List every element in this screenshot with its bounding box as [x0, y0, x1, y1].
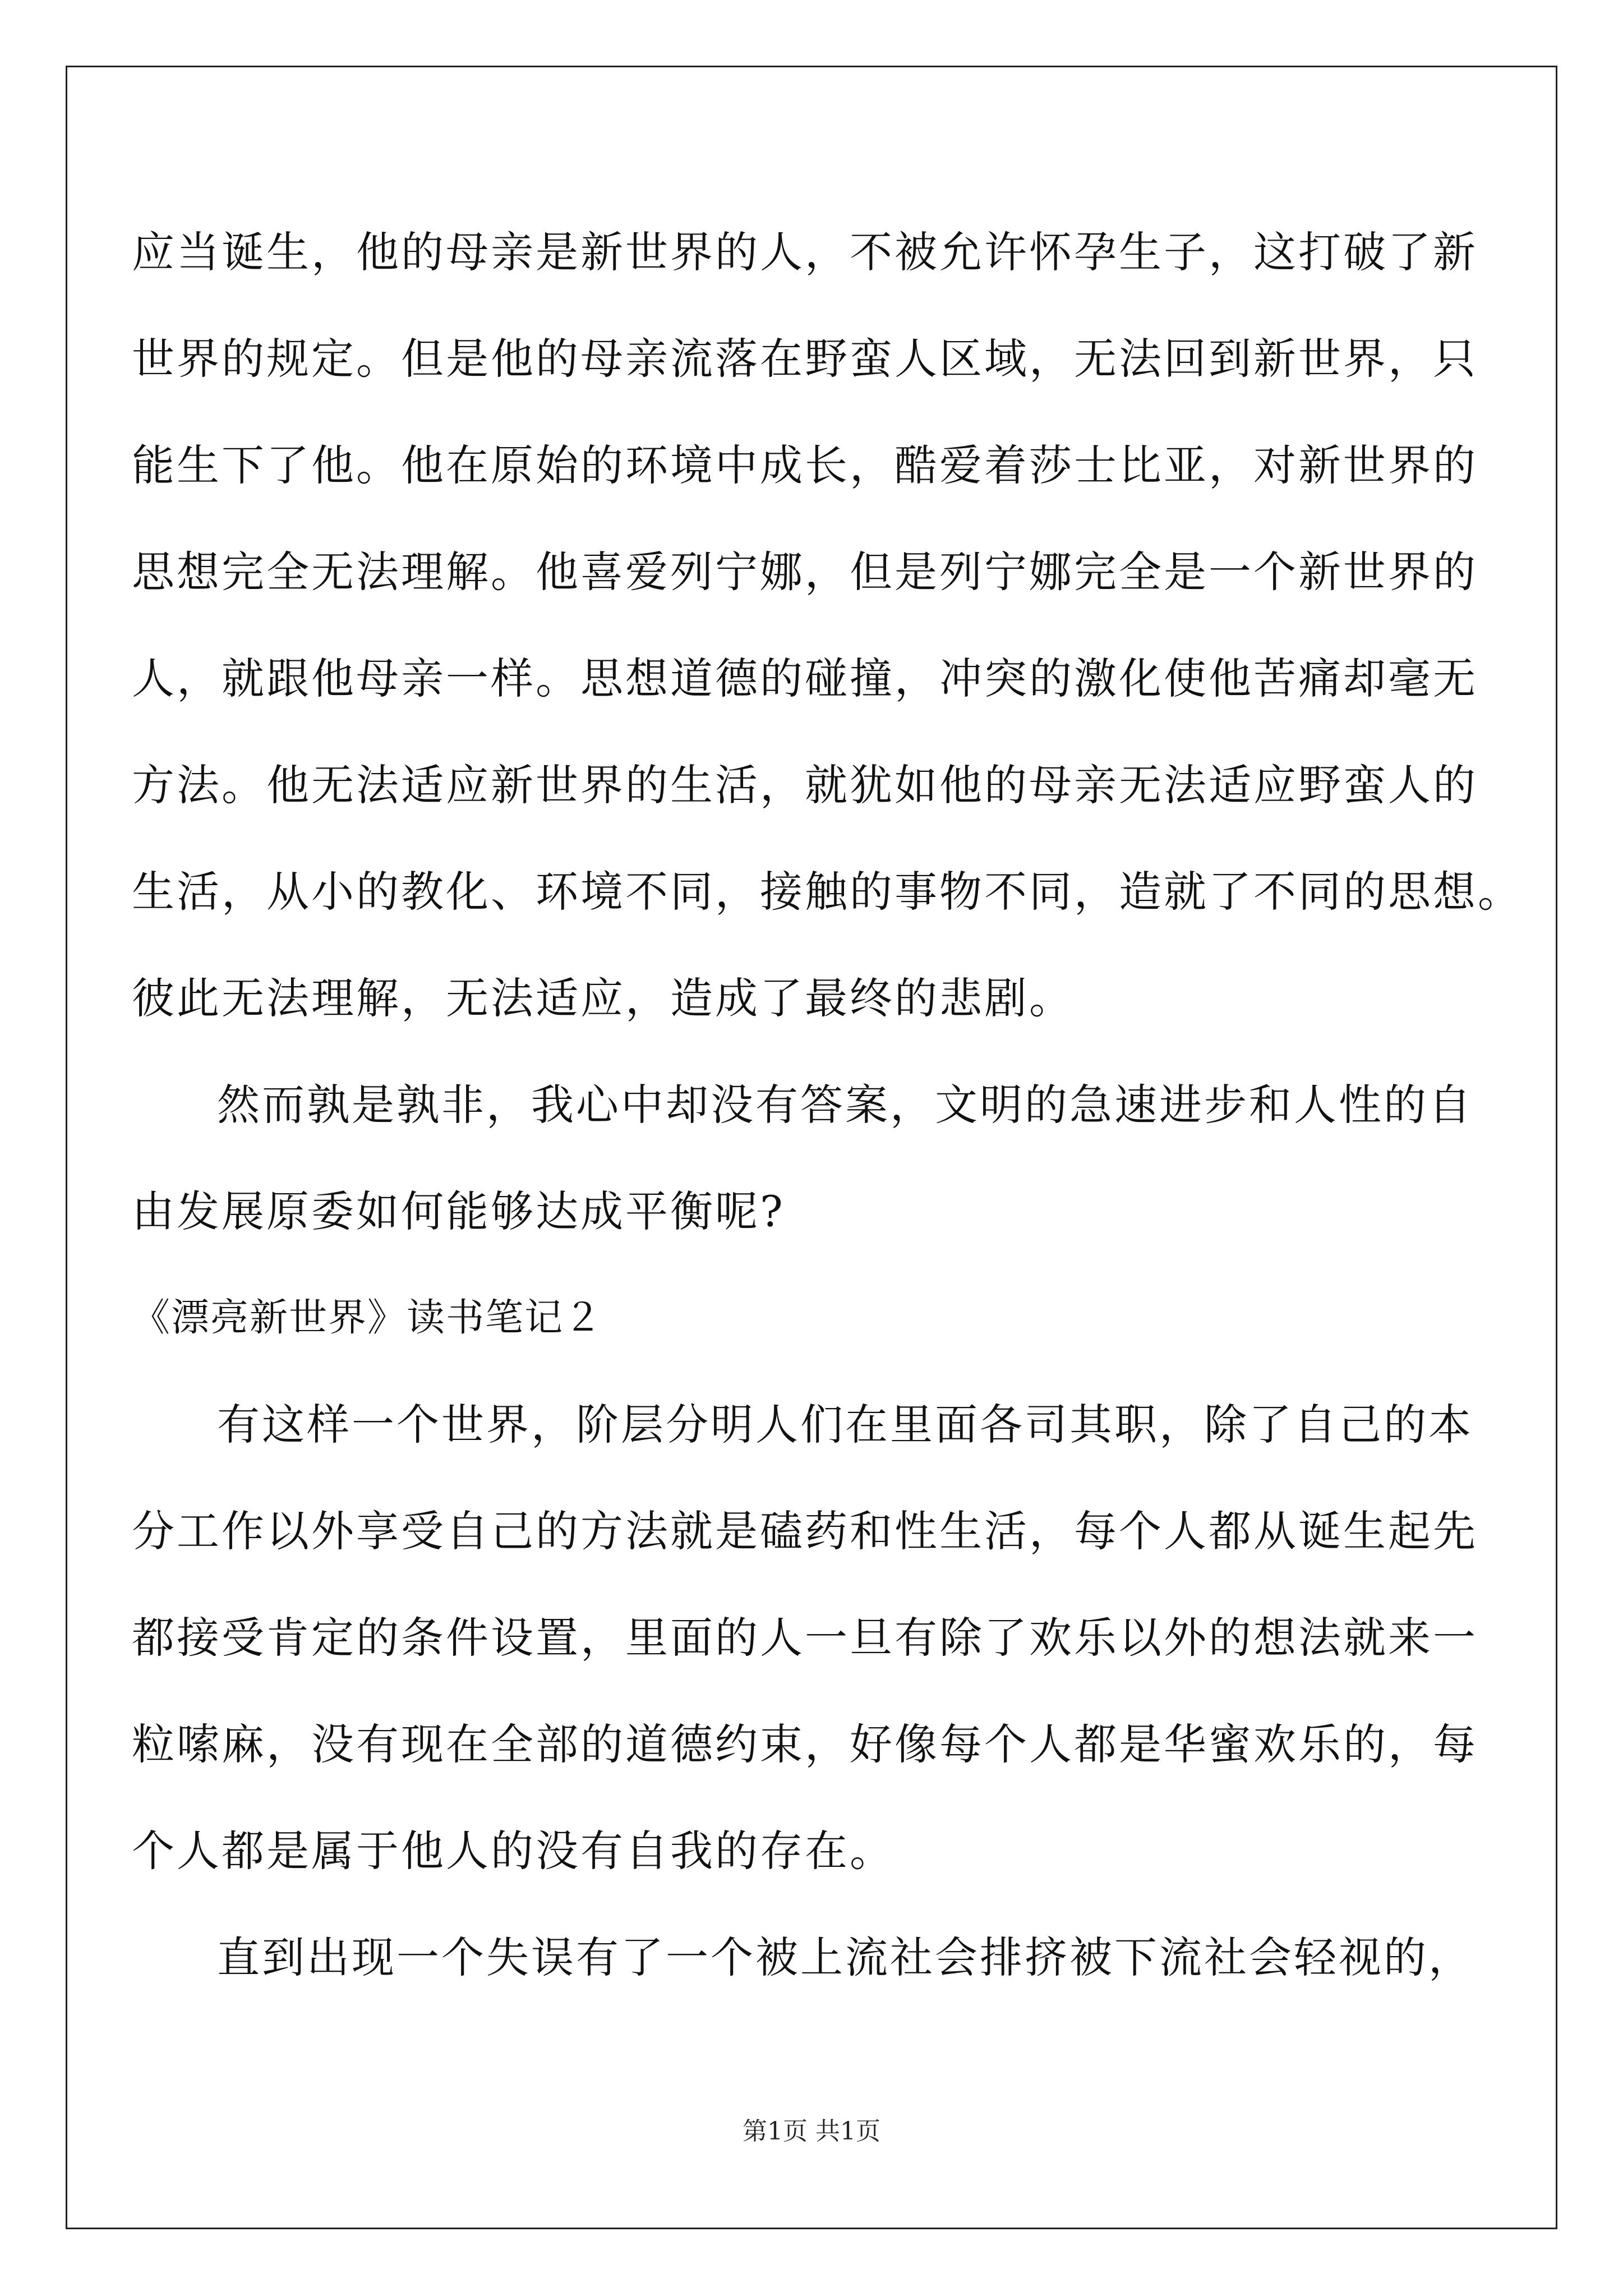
- text-line: 粒嗦麻，没有现在全部的道德约束，好像每个人都是华蜜欢乐的，每: [132, 1719, 1478, 1769]
- text-line: 思想完全无法理解。他喜爱列宁娜，但是列宁娜完全是一个新世界的: [132, 547, 1478, 597]
- text-line: 生活，从小的教化、环境不同，接触的事物不同，造就了不同的思想。: [132, 867, 1523, 917]
- text-line: 分工作以外享受自己的方法就是磕药和性生活，每个人都从诞生起先: [132, 1506, 1478, 1556]
- page-number: 第1页 共1页: [743, 2117, 880, 2146]
- text-line: 方法。他无法适应新世界的生活，就犹如他的母亲无法适应野蛮人的: [132, 760, 1478, 810]
- text-line: 个人都是属于他人的没有自我的存在。: [132, 1826, 895, 1876]
- paragraph-first-line: 有这样一个世界，阶层分明人们在里面各司其职，除了自己的本: [217, 1400, 1473, 1450]
- text-line: 彼此无法理解，无法适应，造成了最终的悲剧。: [132, 973, 1074, 1023]
- page-border: [66, 66, 1557, 2229]
- text-line: 应当诞生，他的母亲是新世界的人，不被允许怀孕生子，这打破了新: [132, 227, 1478, 277]
- text-line: 由发展原委如何能够达成平衡呢?: [132, 1186, 785, 1236]
- text-line: 都接受肯定的条件设置，里面的人一旦有除了欢乐以外的想法就来一: [132, 1613, 1478, 1663]
- paragraph-first-line: 直到出现一个失误有了一个被上流社会排挤被下流社会轻视的，: [217, 1932, 1473, 1982]
- section-heading: 《漂亮新世界》读书笔记２: [132, 1296, 603, 1340]
- text-line: 人，就跟他母亲一样。思想道德的碰撞，冲突的激化使他苦痛却毫无: [132, 654, 1478, 703]
- text-line: 世界的规定。但是他的母亲流落在野蛮人区域，无法回到新世界，只: [132, 334, 1478, 384]
- paragraph-first-line: 然而孰是孰非，我心中却没有答案，文明的急速进步和人性的自: [217, 1080, 1473, 1130]
- text-line: 能生下了他。他在原始的环境中成长，酷爱着莎士比亚，对新世界的: [132, 440, 1478, 490]
